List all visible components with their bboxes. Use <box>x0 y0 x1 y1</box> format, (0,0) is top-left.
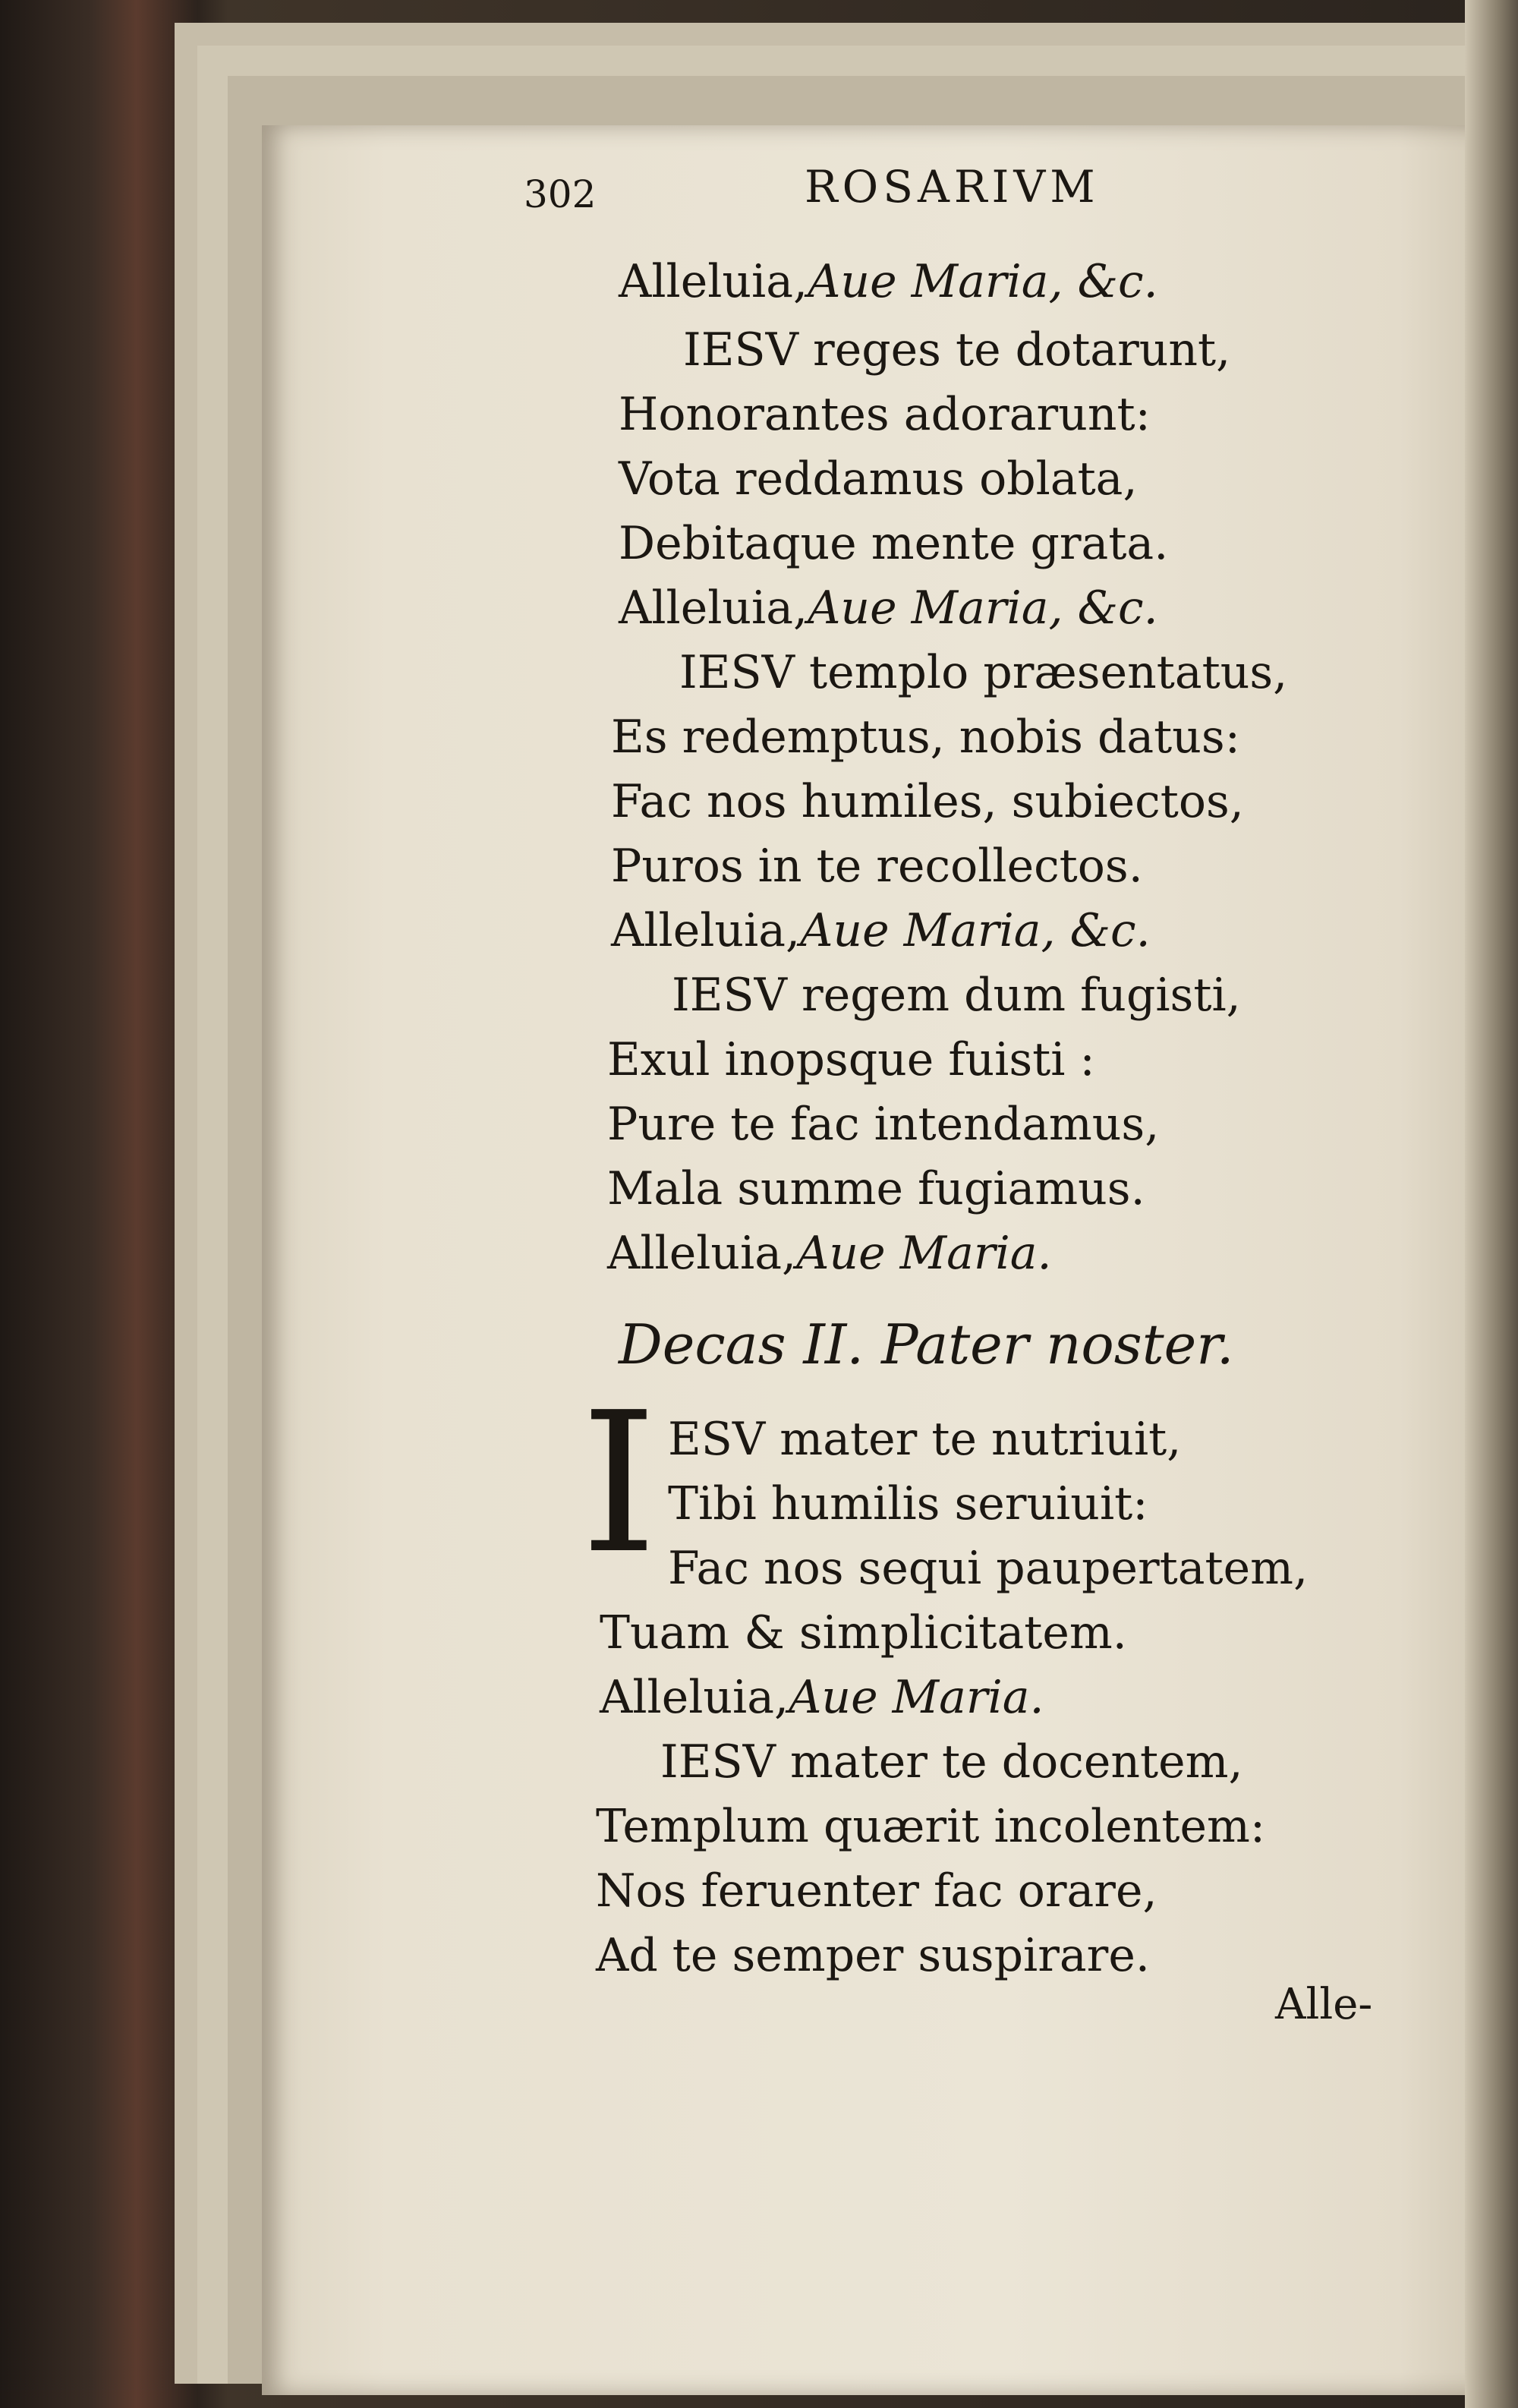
verse-line: Tuam & simplicitatem. <box>600 1606 1127 1659</box>
alleluia-line: Alleluia,Aue Maria. <box>607 1227 1052 1280</box>
drop-cap: I <box>581 1371 657 1596</box>
verse-line: Tibi humilis seruiuit: <box>668 1477 1148 1530</box>
verse-line: Es redemptus, nobis datus: <box>611 711 1240 764</box>
verse-line: Mala summe fugiamus. <box>607 1162 1145 1215</box>
catchword: Alle- <box>1275 1980 1373 2029</box>
verse-line: Puros in te recollectos. <box>611 840 1143 893</box>
section-heading: Decas II. Pater noster. <box>619 1313 1234 1376</box>
alleluia-line: Alleluia,Aue Maria. <box>600 1671 1044 1724</box>
verse-line: Honorantes adorarunt: <box>619 388 1151 441</box>
alleluia-line: Alleluia,Aue Maria, &c. <box>619 582 1158 635</box>
verse-line: Templum quærit incolentem: <box>596 1800 1266 1853</box>
verse-line: Exul inopsque fuisti : <box>607 1033 1095 1086</box>
verse-line: Ad te semper suspirare. <box>596 1929 1150 1982</box>
verse-line: Vota reddamus oblata, <box>619 452 1138 506</box>
verse-line: IESV reges te dotarunt, <box>683 323 1231 377</box>
verse-line: Fac nos humiles, subiectos, <box>611 775 1244 828</box>
verse-line: IESV mater te docentem, <box>660 1735 1243 1789</box>
verse-line: ESV mater te nutriuit, <box>668 1413 1182 1466</box>
alleluia-line: Alleluia,Aue Maria, &c. <box>619 255 1158 308</box>
running-head: ROSARIVM <box>805 161 1100 213</box>
verse-line: Nos feruenter fac orare, <box>596 1864 1157 1918</box>
verse-line: Fac nos sequi paupertatem, <box>668 1542 1309 1595</box>
page-number: 302 <box>524 172 597 216</box>
verse-line: IESV templo præsentatus, <box>679 646 1288 699</box>
verse-line: Pure te fac intendamus, <box>607 1098 1160 1151</box>
alleluia-line: Alleluia,Aue Maria, &c. <box>611 904 1151 957</box>
verse-line: Debitaque mente grata. <box>619 517 1169 570</box>
verse-line: IESV regem dum fugisti, <box>672 969 1241 1022</box>
book-gutter <box>1465 0 1518 2408</box>
